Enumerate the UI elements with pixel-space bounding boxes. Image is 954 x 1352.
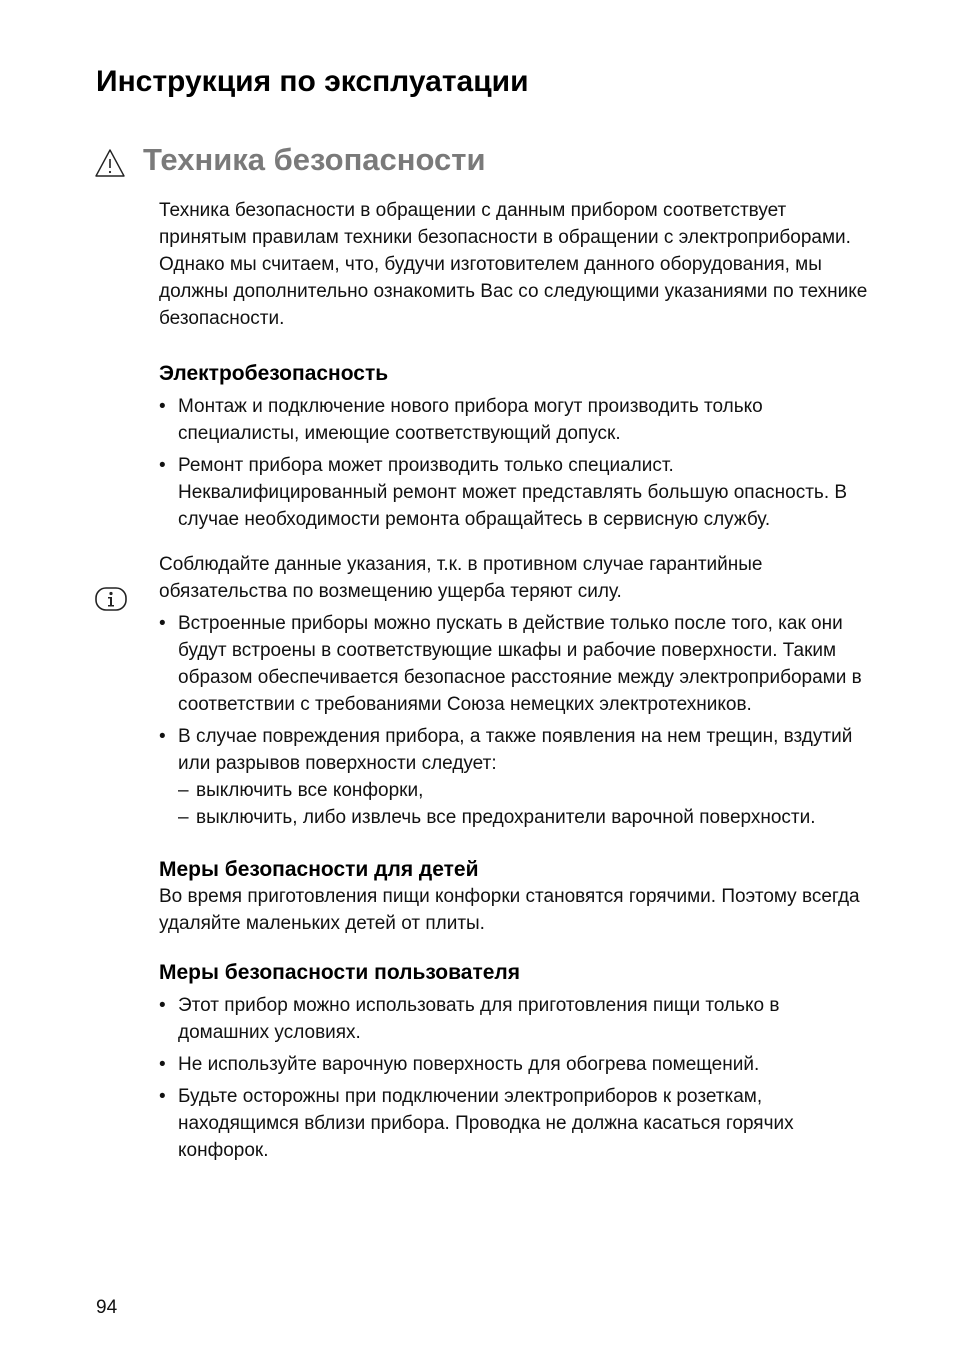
list-item: • Монтаж и подключение нового прибора могут производить только специалисты, имеющие соответствующий допуск. <box>159 393 869 447</box>
user-heading: Меры безопасности пользователя <box>159 961 520 984</box>
info-icon <box>95 587 127 611</box>
installation-list <box>159 610 869 831</box>
children-paragraph: Во время приготовления пищи конфорки становятся горячими. Поэтому всегда удаляйте маленьких детей от плиты. <box>159 886 860 934</box>
list-item: • Ремонт прибора может производить только специалист. Неквалифицированный ремонт может представлять большую опасность. В случае необходимости ремонта обращайтесь в сервисную службу. <box>159 452 869 533</box>
warning-triangle-icon <box>94 147 126 179</box>
intro-paragraph: Техника безопасности в обращении с данным прибором соответствует принятым правилам техники безопасности в обращении с электроприборами. Однако мы считаем, что, будучи изготовителем данного оборудования, мы должны дополнительно ознакомить Вас со следующими указаниями по технике безопасности. <box>159 200 868 329</box>
section-title: Техника безопасности <box>143 142 486 177</box>
electrical-list <box>159 393 869 533</box>
content <box>159 197 869 1164</box>
list-item: • В случае повреждения прибора, а также появления на нем трещин, вздутий или разрывов поверхности следует: <box>159 723 869 777</box>
sub-list-item: – выключить, либо извлечь все предохранители варочной поверхности. <box>159 804 869 831</box>
children-heading: Меры безопасности для детей <box>159 858 479 881</box>
page-title: Инструкция по эксплуатации <box>96 65 529 98</box>
sub-list-item: – выключить все конфорки, <box>159 777 869 804</box>
list-item: • Встроенные приборы можно пускать в действие только после того, как они будут встроены в соответствующие шкафы и рабочие поверхности. Таким образом обеспечивается безопасное расстояние между электроприборами в соответствии с требованиями Союза немецких электротехников. <box>159 610 869 718</box>
page-number: 94 <box>96 1297 118 1318</box>
warranty-note: Соблюдайте данные указания, т.к. в противном случае гарантийные обязательства по возмещению ущерба теряют силу. <box>159 554 763 602</box>
list-item: • Этот прибор можно использовать для приготовления пищи только в домашних условиях. <box>159 992 869 1046</box>
list-item: • Будьте осторожны при подключении электроприборов к розеткам, находящимся вблизи прибора. Проводка не должна касаться горячих конфорок. <box>159 1083 869 1164</box>
electrical-heading: Электробезопасность <box>159 362 389 385</box>
user-list <box>159 992 869 1164</box>
list-item: • Не используйте варочную поверхность для обогрева помещений. <box>159 1051 869 1078</box>
